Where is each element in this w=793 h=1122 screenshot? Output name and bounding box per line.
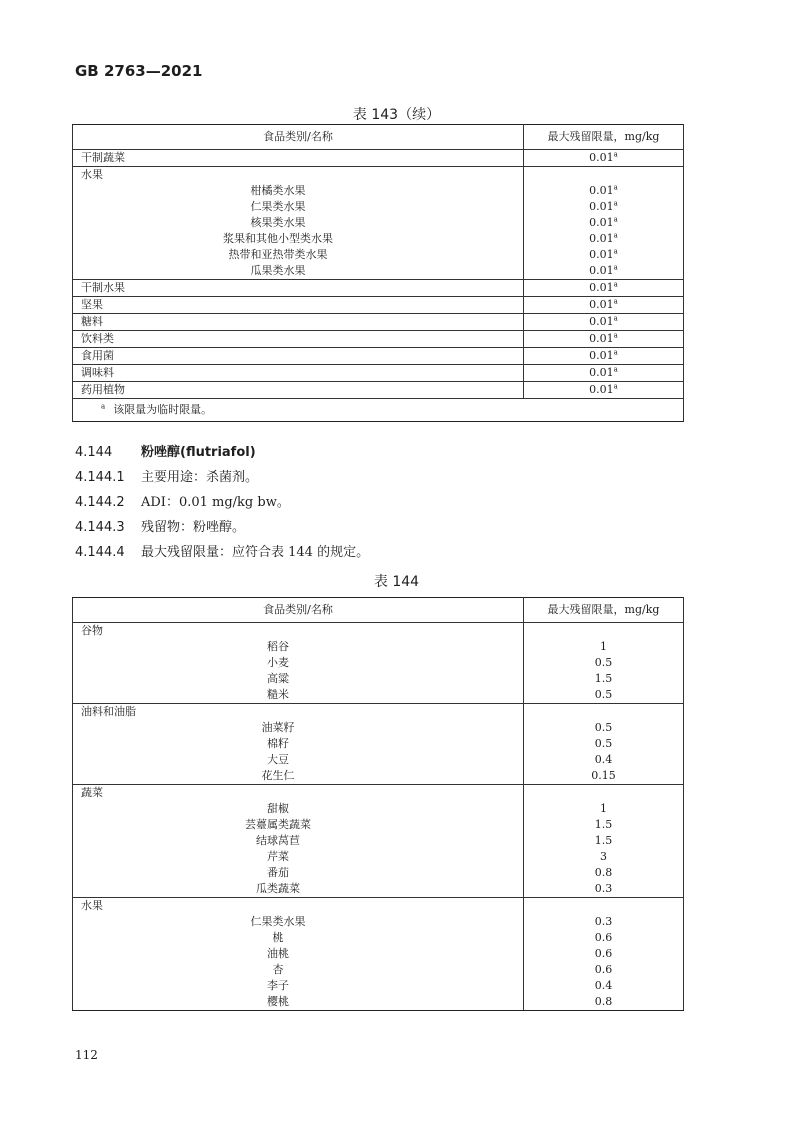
mrl-value: 0.6: [594, 947, 613, 960]
mrl-value: 0.01: [589, 332, 614, 345]
clause-number: 4.144.3: [75, 520, 125, 535]
mrl-value: 0.6: [594, 963, 613, 976]
mrl-value: 0.01: [589, 248, 614, 261]
mrl-value: 0.5: [594, 721, 613, 734]
mrl-value-cell: [524, 704, 684, 721]
mrl-value-cell: [524, 865, 684, 881]
col-header-food: 食品类别/名称: [73, 125, 524, 150]
food-subcategory: 桃: [73, 930, 524, 946]
food-subcategory: 樱桃: [73, 994, 524, 1011]
footnote-mark: a: [613, 382, 618, 391]
food-category: 油料和油脂: [73, 704, 524, 721]
table-row: [73, 833, 684, 849]
mrl-value-cell: [524, 720, 684, 736]
table-row: [73, 150, 684, 167]
table-row: [73, 978, 684, 994]
mrl-value-cell: [524, 994, 684, 1011]
table-row: [73, 962, 684, 978]
table-row: [73, 655, 684, 671]
mrl-value-cell: [524, 930, 684, 946]
mrl-value: 0.4: [594, 753, 613, 766]
food-category: 干制水果: [73, 280, 524, 297]
mrl-value: 0.15: [591, 769, 616, 782]
table-143: [72, 124, 684, 422]
food-category: 调味料: [73, 365, 524, 382]
food-category: 谷物: [73, 623, 524, 640]
table-row: [73, 898, 684, 915]
mrl-value: 1: [600, 640, 607, 653]
table-row: [73, 817, 684, 833]
table-row: [73, 365, 684, 382]
table-row: [73, 247, 684, 263]
mrl-value-cell: [524, 736, 684, 752]
food-subcategory: 热带和亚热带类水果: [73, 247, 524, 263]
food-category: 食用菌: [73, 348, 524, 365]
mrl-value: 0.01: [589, 315, 614, 328]
mrl-value-cell: [524, 752, 684, 768]
footnote-mark: a: [613, 183, 618, 192]
food-subcategory: 小麦: [73, 655, 524, 671]
table-row: [73, 785, 684, 802]
footnote-mark: a: [613, 331, 618, 340]
mrl-value-cell: [524, 331, 684, 348]
mrl-value-cell: [524, 263, 684, 280]
footnote-text: 该限量为临时限量。: [113, 403, 213, 416]
table-row: [73, 881, 684, 898]
food-subcategory: 仁果类水果: [73, 914, 524, 930]
clause-text: 最大残留限量：应符合表 144 的规定。: [141, 545, 370, 560]
mrl-value-cell: [524, 962, 684, 978]
mrl-value-cell: [524, 687, 684, 704]
table-row: [73, 801, 684, 817]
food-subcategory: 芸薹属类蔬菜: [73, 817, 524, 833]
table-row: [73, 348, 684, 365]
table-144-caption: 表 144: [373, 574, 420, 590]
food-subcategory: 结球莴苣: [73, 833, 524, 849]
table-row: [73, 280, 684, 297]
mrl-value: 3: [600, 850, 607, 863]
mrl-value-cell: [524, 297, 684, 314]
mrl-value-cell: [524, 365, 684, 382]
footnote-row: [73, 399, 684, 422]
mrl-value: 0.01: [589, 264, 614, 277]
mrl-value-cell: [524, 801, 684, 817]
clause-2: [75, 494, 290, 512]
mrl-value-cell: [524, 833, 684, 849]
food-category: 干制蔬菜: [73, 150, 524, 167]
footnote-mark: a: [613, 365, 618, 374]
footnote-mark: a: [613, 215, 618, 224]
mrl-value: 0.4: [594, 979, 613, 992]
clause-3: [75, 519, 245, 537]
mrl-value-cell: [524, 655, 684, 671]
food-subcategory: 稻谷: [73, 639, 524, 655]
clause-text: 残留物：粉唑醇。: [141, 520, 246, 535]
food-category: 糖料: [73, 314, 524, 331]
mrl-value-cell: [524, 215, 684, 231]
table-row: [73, 639, 684, 655]
clause-4: [75, 544, 369, 562]
table-row: [73, 671, 684, 687]
table-row: [73, 382, 684, 399]
clause-number: 4.144.1: [75, 470, 125, 485]
mrl-value: 0.01: [589, 349, 614, 362]
footnote-mark: a: [613, 297, 618, 306]
mrl-value-cell: [524, 280, 684, 297]
table-row: [73, 849, 684, 865]
col-header-food: 食品类别/名称: [73, 598, 524, 623]
food-subcategory: 高粱: [73, 671, 524, 687]
table-row: [73, 297, 684, 314]
table-row: [73, 704, 684, 721]
mrl-value-cell: [524, 247, 684, 263]
mrl-value-cell: [524, 314, 684, 331]
table-row: [73, 215, 684, 231]
table-row: [73, 263, 684, 280]
page-number: 112: [75, 1048, 98, 1062]
table-row: [73, 623, 684, 640]
food-subcategory: 浆果和其他小型类水果: [73, 231, 524, 247]
mrl-value: 0.5: [594, 688, 613, 701]
food-subcategory: 油菜籽: [73, 720, 524, 736]
table-row: [73, 994, 684, 1011]
food-subcategory: 棉籽: [73, 736, 524, 752]
footnote-mark: a: [613, 247, 618, 256]
table-143-body: [73, 150, 684, 422]
mrl-value-cell: [524, 382, 684, 399]
mrl-value-cell: [524, 881, 684, 898]
mrl-value: 0.01: [589, 216, 614, 229]
mrl-value: 0.3: [594, 882, 613, 895]
table-row: [73, 768, 684, 785]
footnote-mark: a: [613, 348, 618, 357]
mrl-value-cell: [524, 849, 684, 865]
food-subcategory: 瓜果类水果: [73, 263, 524, 280]
food-subcategory: 油桃: [73, 946, 524, 962]
food-subcategory: 番茄: [73, 865, 524, 881]
table-row: [73, 231, 684, 247]
food-subcategory: 芹菜: [73, 849, 524, 865]
table-row: [73, 183, 684, 199]
clause-text: 主要用途：杀菌剂。: [141, 470, 259, 485]
food-subcategory: 仁果类水果: [73, 199, 524, 215]
mrl-value: 0.01: [589, 232, 614, 245]
footnote-mark: a: [613, 150, 618, 159]
clause-number: 4.144.4: [75, 545, 125, 560]
food-subcategory: 甜椒: [73, 801, 524, 817]
mrl-value: 0.3: [594, 915, 613, 928]
mrl-value: 0.01: [589, 200, 614, 213]
footnote: [73, 399, 684, 422]
table-row: [73, 167, 684, 184]
food-category: 蔬菜: [73, 785, 524, 802]
food-subcategory: 柑橘类水果: [73, 183, 524, 199]
mrl-value-cell: [524, 150, 684, 167]
table-row: [73, 331, 684, 348]
mrl-value-cell: [524, 183, 684, 199]
table-144: [72, 597, 684, 1011]
section-title: 粉唑醇(flutriafol): [141, 445, 256, 460]
clause-text: ADI：0.01 mg/kg bw。: [141, 495, 290, 510]
food-subcategory: 大豆: [73, 752, 524, 768]
food-category: 水果: [73, 898, 524, 915]
mrl-value: 0.01: [589, 383, 614, 396]
food-subcategory: 核果类水果: [73, 215, 524, 231]
mrl-value-cell: [524, 946, 684, 962]
table-143-caption: 表 143（续）: [352, 107, 441, 123]
mrl-value-cell: [524, 978, 684, 994]
footnote-mark: a: [613, 280, 618, 289]
table-row: [73, 914, 684, 930]
col-header-limit: 最大残留限量，mg/kg: [524, 125, 684, 150]
mrl-value: 0.6: [594, 931, 613, 944]
table-row: [73, 720, 684, 736]
mrl-value: 0.01: [589, 184, 614, 197]
mrl-value: 0.01: [589, 151, 614, 164]
mrl-value-cell: [524, 817, 684, 833]
table-144-body: [73, 623, 684, 1011]
section-number: 4.144: [75, 445, 113, 460]
mrl-value-cell: [524, 671, 684, 687]
section-heading: [75, 444, 256, 462]
food-subcategory: 花生仁: [73, 768, 524, 785]
footnote-mark: a: [613, 263, 618, 272]
table-row: [73, 314, 684, 331]
footnote-mark: a: [613, 314, 618, 323]
food-category: 水果: [73, 167, 524, 184]
table-row: [73, 687, 684, 704]
mrl-value: 1.5: [594, 818, 613, 831]
mrl-value-cell: [524, 898, 684, 915]
food-category: 坚果: [73, 297, 524, 314]
mrl-value: 0.8: [594, 866, 613, 879]
food-subcategory: 瓜类蔬菜: [73, 881, 524, 898]
clause-1: [75, 469, 258, 487]
table-row: [73, 199, 684, 215]
mrl-value: 0.01: [589, 281, 614, 294]
standard-id: GB 2763—2021: [75, 62, 203, 80]
food-category: 饮料类: [73, 331, 524, 348]
food-subcategory: 杏: [73, 962, 524, 978]
mrl-value-cell: [524, 639, 684, 655]
mrl-value: 1.5: [594, 834, 613, 847]
mrl-value: 0.5: [594, 656, 613, 669]
food-category: 药用植物: [73, 382, 524, 399]
mrl-value: 0.8: [594, 995, 613, 1008]
mrl-value-cell: [524, 348, 684, 365]
table-row: [73, 946, 684, 962]
food-subcategory: 糙米: [73, 687, 524, 704]
mrl-value: 0.5: [594, 737, 613, 750]
mrl-value: 0.01: [589, 366, 614, 379]
footnote-mark: a: [101, 402, 106, 411]
mrl-value-cell: [524, 231, 684, 247]
table-row: [73, 930, 684, 946]
mrl-value-cell: [524, 914, 684, 930]
footnote-mark: a: [613, 231, 618, 240]
mrl-value: 0.01: [589, 298, 614, 311]
mrl-value-cell: [524, 768, 684, 785]
mrl-value: 1.5: [594, 672, 613, 685]
col-header-limit: 最大残留限量，mg/kg: [524, 598, 684, 623]
mrl-value: 1: [600, 802, 607, 815]
footnote-mark: a: [613, 199, 618, 208]
food-subcategory: 李子: [73, 978, 524, 994]
clause-number: 4.144.2: [75, 495, 125, 510]
mrl-value-cell: [524, 623, 684, 640]
mrl-value-cell: [524, 199, 684, 215]
table-row: [73, 736, 684, 752]
mrl-value-cell: [524, 167, 684, 184]
table-row: [73, 752, 684, 768]
table-row: [73, 865, 684, 881]
mrl-value-cell: [524, 785, 684, 802]
